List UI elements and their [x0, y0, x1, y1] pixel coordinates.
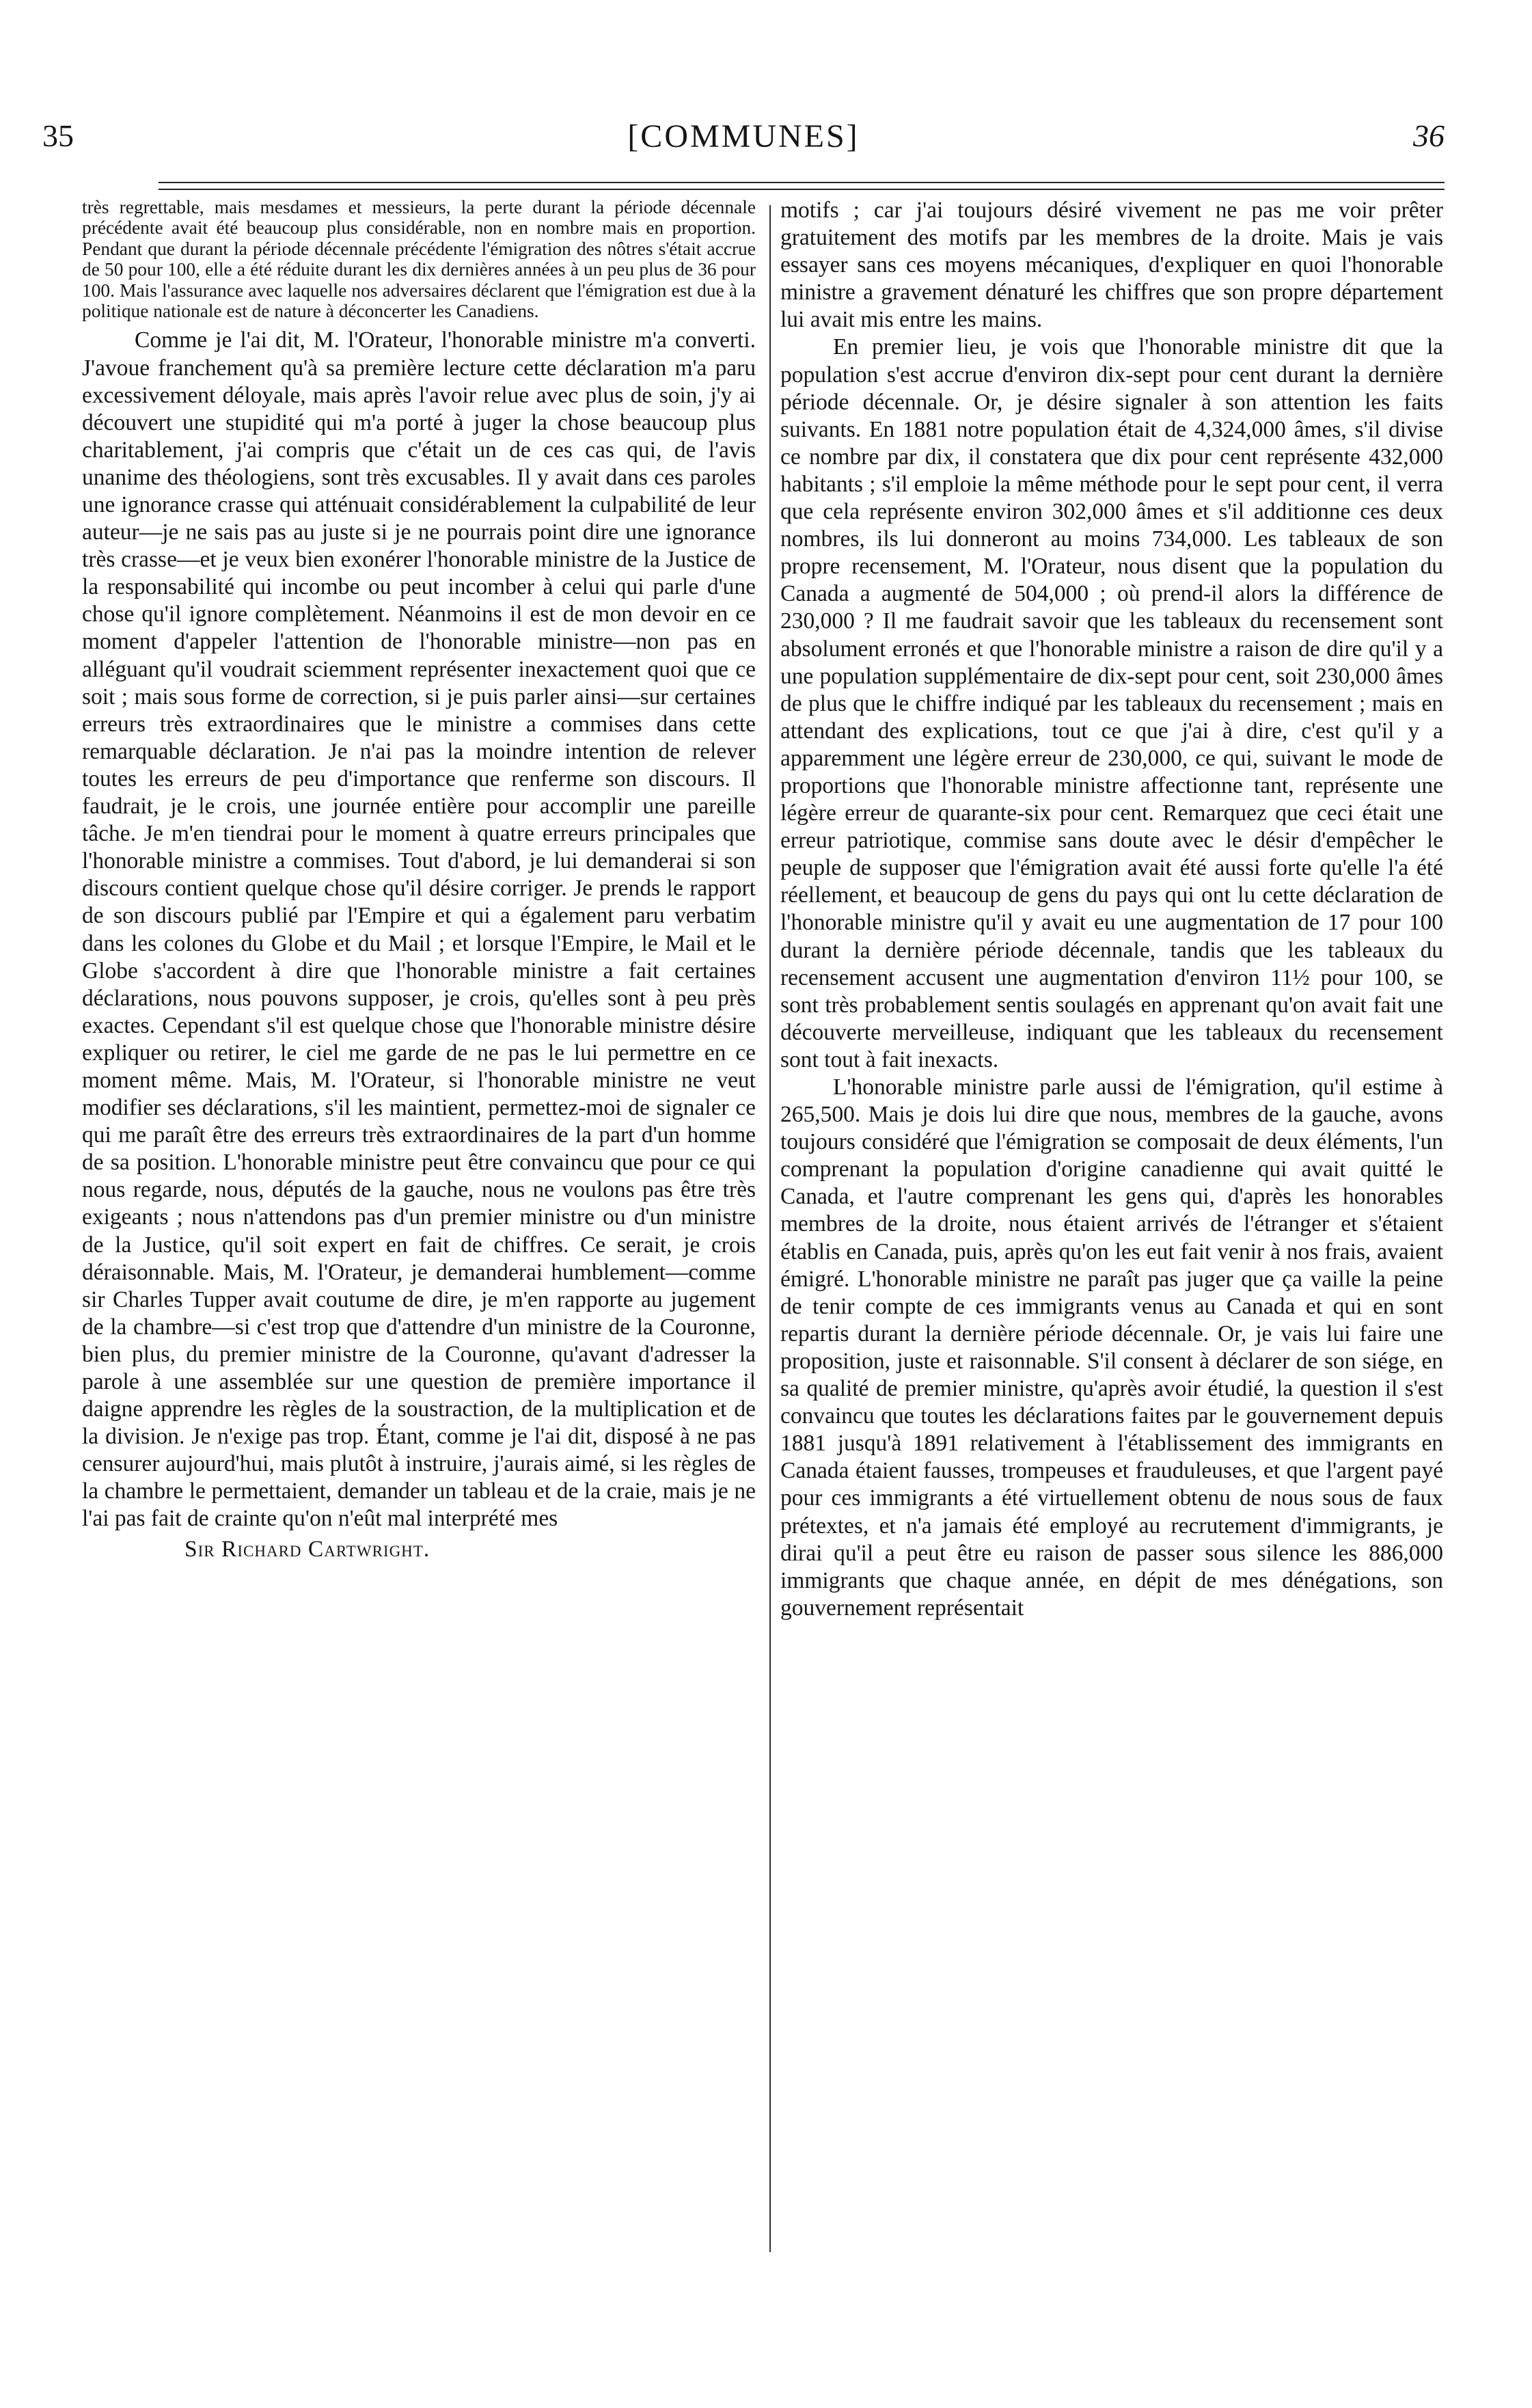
paragraph: Comme je l'ai dit, M. l'Orateur, l'honorable ministre m'a converti. J'avoue franchement qu'à sa première lecture cette déclaration m'a paru excessivement déloyale, mais après l'avoir relue avec plus de soin, j'y ai découvert une stupidité qui m'a porté à juger la chose beaucoup plus charitablement, j'ai compris que c'était un de ces cas qui, de l'avis unanime des théologiens, sont très excusables. Il y avait dans ces paroles une ignorance crasse qui atténuait considérablement la culpabilité de leur auteur—je ne sais pas au juste si je ne pourrais point dire une ignorance très crasse—et je veux bien exonérer l'honorable ministre de la Justice de la responsabilité qui incombe ou peut incomber à celui qui parle d'une chose qu'il ignore complètement. Néanmoins il est de mon devoir en ce moment d'appeler l'attention de l'honorable ministre—non pas en alléguant qu'il voudrait sciemment représenter inexactement quoi que ce soit ; mais sous forme de correction, si je puis parler ainsi—sur certaines erreurs très extraordinaires que le ministre a commises dans cette remarquable déclaration. Je n'ai pas la moindre intention de relever toutes les erreurs de peu d'importance que renferme son discours. Il faudrait, je le crois, une journée entière pour accomplir une pareille tâche. Je m'en tiendrai pour le moment à quatre erreurs principales que l'honorable ministre a commises. Tout d'abord, je lui demanderai si son discours contient quelque chose qu'il désire corriger. Je prends le rapport de son discours publié par l'Empire et qui a également paru verbatim dans les colones du Globe et du Mail ; et lorsque l'Empire, le Mail et le Globe s'accordent à dire que l'honorable ministre a fait certaines déclarations, nous pouvons supposer, je crois, qu'elles sont à peu près exactes. Cependant s'il est quelque chose que l'honorable ministre désire expliquer ou retirer, le ciel me garde de ne pas le lui permettre en ce moment même. Mais, M. l'Orateur, si l'honorable ministre ne veut modifier ses déclarations, s'il les maintient, permettez-moi de signaler ce qui me paraît être des erreurs très extraordinaires de la part d'un homme de sa position. L'honorable ministre peut être convaincu que pour ce qui nous regarde, nous, députés de la gauche, nous ne voulons pas être très exigeants ; nous n'attendons pas d'un premier ministre ou d'un ministre de la Justice, qu'il soit expert en fait de chiffres. Ce serait, je crois déraisonnable. Mais, M. l'Orateur, je demanderai humblement—comme sir Charles Tupper avait coutume de dire, je m'en rapporte au jugement de la chambre—si c'est trop que d'attendre d'un ministre de la Couronne, bien plus, du premier ministre de la Couronne, qu'avant d'adresser la parole à une assemblée sur une question de première importance il daigne apprendre les règles de la soustraction, de la multiplication et de la division. Je n'exige pas trop. Étant, comme je l'ai dit, disposé à ne pas censurer aujourd'hui, mais plutôt à instruire, j'aurais aimé, si les règles de la chambre le permettaient, demander un tableau et de la craie, mais je ne l'ai pas fait de crainte qu'on n'eût mal interprété mes [82, 327, 756, 1532]
paragraph: L'honorable ministre parle aussi de l'émigration, qu'il estime à 265,500. Mais je dois lui dire que nous, membres de la gauche, avons toujours considéré que l'émigration se composait de deux éléments, l'un comprenant la population d'origine canadienne qui avait quitté le Canada, et l'autre comprenant les gens qui, d'après les honorables membres de la droite, nous étaient arrivés de l'étranger et s'étaient établis en Canada, puis, après qu'on les eut fait venir à nos frais, avaient émigré. L'honorable ministre ne paraît pas juger que ça vaille la peine de tenir compte de ces immigrants venus au Canada et qui en sont repartis durant la dernière période décennale. Or, je vais lui faire une proposition, juste et raisonnable. S'il consent à déclarer de son siége, en sa qualité de premier ministre, qu'après avoir étudié, la question il s'est convaincu que toutes les déclarations faites par le gouvernement depuis 1881 jusqu'à 1891 relativement à l'établissement des immigrants en Canada étaient fausses, trompeuses et frauduleuses, et que l'argent payé pour ces immigrants a été virtuellement obtenu de nous sous de faux prétextes, et n'a jamais été employé au recrutement d'immigrants, je dirai qu'il a peut être eu raison de passer sous silence les 886,000 immigrants que chaque année, en dépit de mes dénégations, son gouvernement représentait [780, 1074, 1443, 1621]
header-rule-bottom [159, 189, 1445, 190]
paragraph: En premier lieu, je vois que l'honorable ministre dit que la population s'est accrue d'environ dix-sept pour cent durant la dernière période décennale. Or, je désire signaler à son attention les faits suivants. En 1881 notre population était de 4,324,000 âmes, s'il divise ce nombre par dix, il constatera que dix pour cent représente 432,000 habitants ; s'il emploie la même méthode pour le sept pour cent, il verra que cela représente environ 302,000 âmes et s'il additionne ces deux nombres, ils lui donneront au moins 734,000. Les tableaux de son propre recensement, M. l'Orateur, nous disent que la population du Canada a augmenté de 504,000 ; où prend-il alors la différence de 230,000 ? Il me faudrait savoir que les tableaux du recensement sont absolument erronés et que l'honorable ministre a raison de dire qu'il y a une population supplémentaire de dix-sept pour cent, soit 230,000 âmes de plus que le chiffre indiqué par les tableaux du recensement ; mais en attendant des explications, tout ce que j'ai à dire, c'est qu'il y a apparemment une légère erreur de 230,000, ce qui, suivant le mode de proportions que l'honorable ministre affectionne tant, représente une légère erreur de quarante-six pour cent. Remarquez que ceci était une erreur patriotique, commise sans doute avec le désir d'empêcher le peuple de supposer que l'émigration avait été aussi forte qu'elle l'a été réellement, et beaucoup de gens du pays qui ont lu cette déclaration de l'honorable ministre qu'il y avait eu une augmentation de 17 pour 100 durant la dernière période décennale, tandis que les tableaux du recensement accusent une augmentation d'environ 11½ pour 100, se sont très probablement sentis soulagés en apprenant qu'on avait fait une découverte merveilleuse, indiquant que les tableaux du recensement sont tout à fait inexacts. [780, 334, 1443, 1072]
left-page-number: 35 [42, 118, 74, 153]
right-column [780, 197, 1443, 1622]
running-head: [COMMUNES] [627, 118, 860, 154]
column-divider [769, 205, 771, 2252]
left-column [82, 197, 756, 1563]
page-header [42, 118, 1445, 165]
paragraph: motifs ; car j'ai toujours désiré vivement ne pas me voir prêter gratuitement des motifs par les membres de la droite. Mais je vais essayer sans ces moyens mécaniques, d'expliquer en quoi l'honorable ministre a gravement dénaturé les chiffres que son propre département lui avait mis entre les mains. [780, 198, 1443, 333]
header-rule-top [159, 182, 1445, 183]
quoted-passage: très regrettable, mais mesdames et messieurs, la perte durant la période décennale précédente avait été beaucoup plus considérable, non en nombre mais en proportion. Pendant que durant la période décennale précédente l'émigration des nôtres s'était accrue de 50 pour 100, elle a été réduite durant les dix dernières années à un peu plus de 36 pour 100. Mais l'assurance avec laquelle nos adversaires déclarent que l'émigration est due à la politique nationale est de nature à déconcerter les Canadiens. [82, 197, 756, 322]
right-page-number: 36 [1413, 118, 1445, 153]
speaker-attribution: Sir Richard Cartwright. [184, 1536, 430, 1562]
